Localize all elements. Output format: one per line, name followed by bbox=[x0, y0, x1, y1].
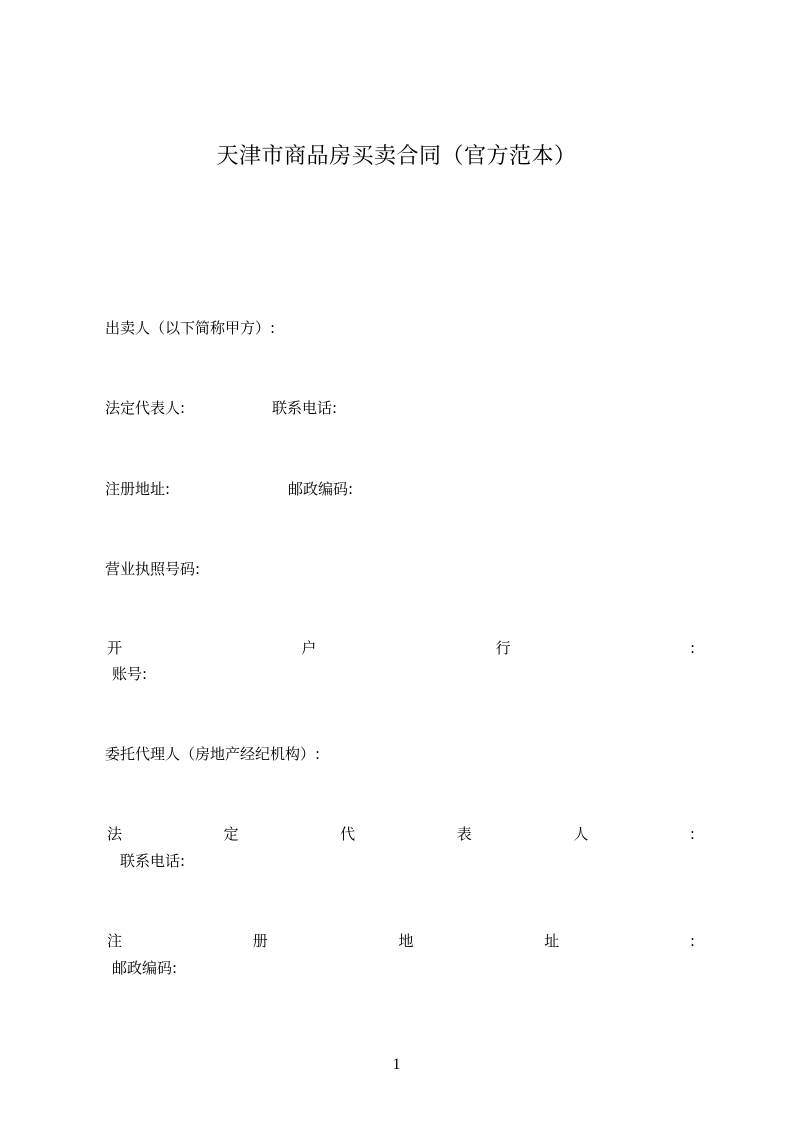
agent-legal-rep-label bbox=[107, 824, 695, 844]
bank-label-char: 户 bbox=[301, 639, 317, 657]
seller-address-label: 注册地址: bbox=[105, 480, 171, 498]
seller-bank-label bbox=[107, 638, 695, 658]
legal-rep-label-char: 人 bbox=[573, 825, 589, 843]
address-label-char: 册 bbox=[252, 932, 268, 950]
legal-rep-label-char: 定 bbox=[223, 825, 239, 843]
agent-phone-label: 联系电话: bbox=[120, 852, 186, 870]
seller-license-label: 营业执照号码: bbox=[105, 560, 201, 578]
agent-postcode-label: 邮政编码: bbox=[112, 959, 178, 977]
bank-label-char: 开 bbox=[107, 639, 123, 657]
address-label-char: : bbox=[689, 932, 695, 950]
legal-rep-label-char: 表 bbox=[456, 825, 472, 843]
legal-rep-label-char: : bbox=[689, 825, 695, 843]
address-label-char: 地 bbox=[398, 932, 414, 950]
page-number: 1 bbox=[392, 1056, 401, 1073]
legal-rep-label-char: 法 bbox=[107, 825, 123, 843]
legal-rep-label-char: 代 bbox=[340, 825, 356, 843]
seller-heading: 出卖人（以下简称甲方）: bbox=[105, 319, 276, 337]
document-title: 天津市商品房买卖合同（官方范本） bbox=[216, 144, 577, 169]
seller-postcode-label: 邮政编码: bbox=[288, 480, 354, 498]
seller-account-label: 账号: bbox=[112, 665, 148, 683]
agent-address-label bbox=[107, 931, 695, 951]
bank-label-char: 行 bbox=[495, 639, 511, 657]
address-label-char: 注 bbox=[107, 932, 123, 950]
seller-legal-rep-label: 法定代表人: bbox=[105, 399, 186, 417]
bank-label-char: : bbox=[689, 639, 695, 657]
agent-heading: 委托代理人（房地产经纪机构）: bbox=[105, 745, 321, 763]
seller-phone-label: 联系电话: bbox=[272, 399, 338, 417]
address-label-char: 址 bbox=[544, 932, 560, 950]
